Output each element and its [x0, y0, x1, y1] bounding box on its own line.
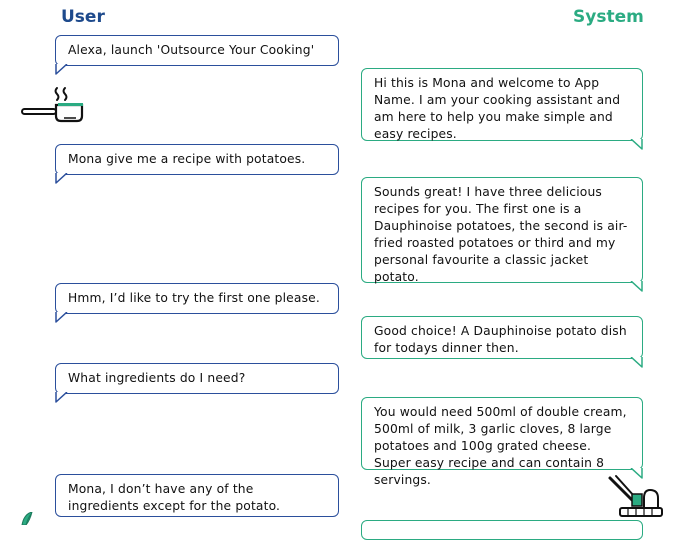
system-message-text: You would need 500ml of double cream, 500ml of milk, 3 garlic cloves, 8 large potatoes and 100g grated cheese. Super easy recipe and can contain 8 servings.: [374, 405, 627, 487]
potato-slicer-icon: [604, 472, 666, 522]
user-bubble-tail: [55, 64, 69, 76]
system-message-text: Sounds great! I have three delicious recipes for you. The first one is a Dauphinoise potatoes, the second is air-fried roasted potatoes or third and my personal favourite a classic jacket potato.: [374, 185, 628, 284]
user-message-text: Mona, I don’t have any of the ingredients except for the potato.: [68, 482, 281, 513]
system-message-text: Good choice! A Dauphinoise potato dish for todays dinner then.: [374, 324, 627, 355]
user-bubble-tail: [55, 312, 69, 324]
system-message-4: [361, 397, 643, 487]
system-message-1: [361, 68, 643, 141]
user-message-3: [55, 283, 339, 314]
leaf-icon: [18, 512, 40, 525]
user-bubble-tail: [55, 173, 69, 185]
user-message-text: Mona give me a recipe with potatoes.: [68, 152, 306, 166]
user-message-text: Alexa, launch 'Outsource Your Cooking': [68, 43, 315, 57]
user-bubble-tail: [55, 392, 69, 404]
system-message-2: [361, 177, 643, 283]
user-column-heading: User: [61, 7, 105, 27]
user-message-5: [55, 474, 339, 517]
user-message-1: [55, 35, 339, 66]
system-message-3: [361, 316, 643, 359]
user-message-4: [55, 363, 339, 394]
system-message-partial: [361, 520, 643, 540]
system-column-heading: System: [573, 7, 644, 27]
system-bubble-tail: [629, 139, 643, 151]
system-bubble-tail: [629, 281, 643, 293]
system-message-text: Hi this is Mona and welcome to App Name. I am your cooking assistant and am here to help you make simple and easy recipes.: [374, 76, 621, 141]
saucepan-icon: [20, 85, 86, 125]
user-message-text: What ingredients do I need?: [68, 371, 246, 385]
user-message-2: [55, 144, 339, 175]
user-message-text: Hmm, I’d like to try the first one please.: [68, 291, 320, 305]
system-bubble-tail: [629, 357, 643, 369]
